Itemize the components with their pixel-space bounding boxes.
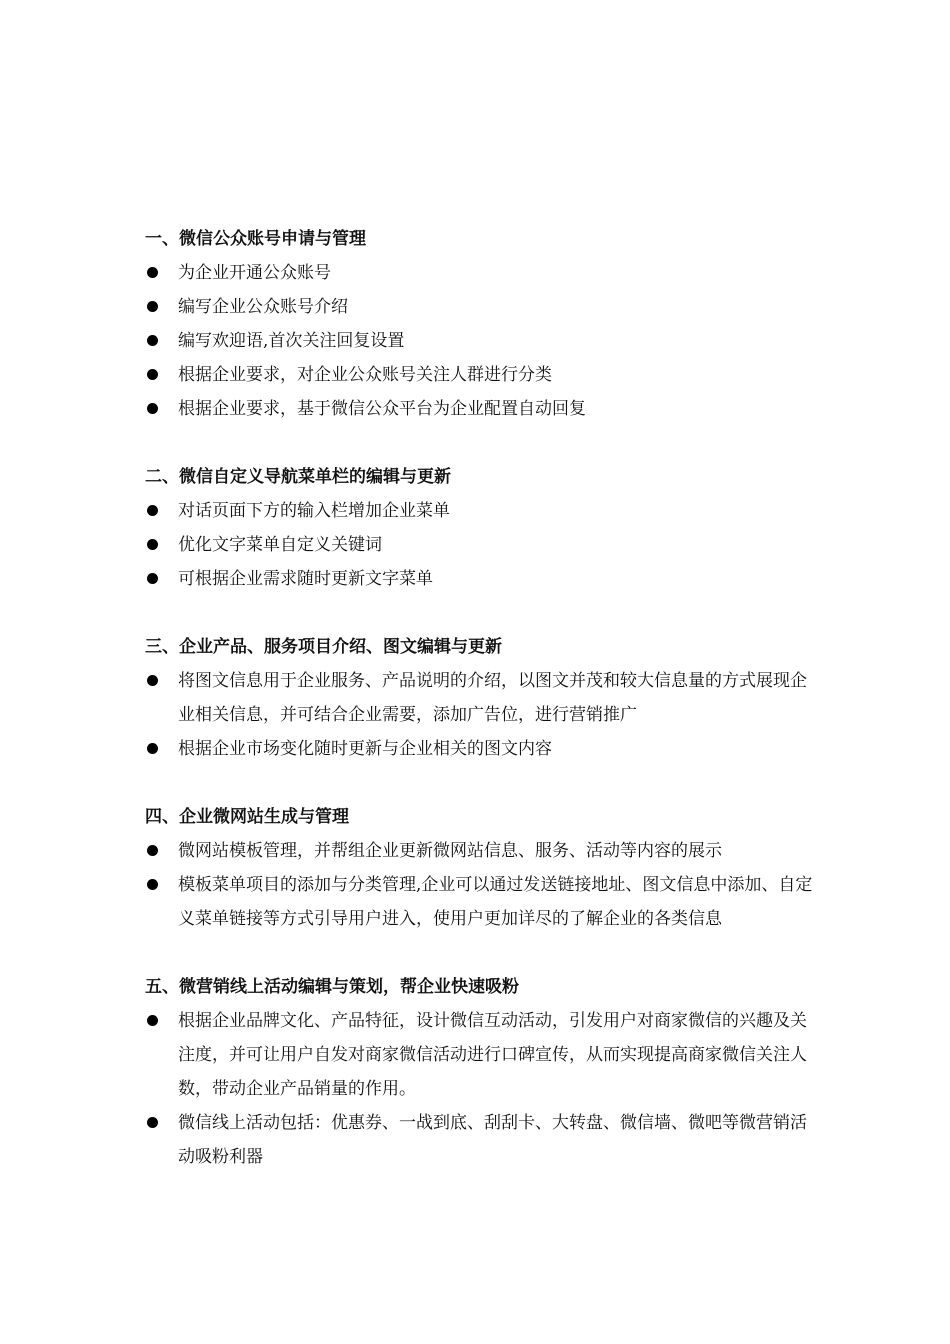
bullet-icon	[147, 675, 158, 686]
section-title: 三、企业产品、服务项目介绍、图文编辑与更新	[145, 637, 502, 657]
bullet-list	[145, 1004, 815, 1174]
bullet-icon	[147, 267, 158, 278]
list-item-text: 微网站模板管理，并帮组企业更新微网站信息、服务、活动等内容的展示	[178, 841, 722, 861]
list-item	[145, 494, 815, 528]
bullet-icon	[147, 539, 158, 550]
bullet-icon	[147, 301, 158, 312]
list-item-text: 根据企业要求，基于微信公众平台为企业配置自动回复	[178, 399, 586, 419]
list-item	[145, 1004, 815, 1106]
section-account-management	[145, 222, 815, 426]
section-title: 一、微信公众账号申请与管理	[145, 229, 366, 249]
bullet-icon	[147, 743, 158, 754]
list-item-text: 根据企业品牌文化、产品特征，设计微信互动活动，引发用户对商家微信的兴趣及关注度，并可让用户自发对商家微信活动进行口碑宣传，从而实现提高商家微信关注人数，带动企业产品销量的作用。	[178, 1011, 807, 1099]
list-item-text: 优化文字菜单自定义关键词	[178, 535, 382, 555]
bullet-icon	[147, 1015, 158, 1026]
bullet-list	[145, 494, 815, 596]
list-item	[145, 1106, 815, 1174]
bullet-icon	[147, 1117, 158, 1128]
section-custom-menu	[145, 460, 815, 596]
list-item	[145, 562, 815, 596]
list-item-text: 对话页面下方的输入栏增加企业菜单	[178, 501, 450, 521]
list-item-text: 根据企业要求，对企业公众账号关注人群进行分类	[178, 365, 552, 385]
bullet-icon	[147, 845, 158, 856]
bullet-icon	[147, 335, 158, 346]
section-online-campaign	[145, 970, 815, 1174]
bullet-list	[145, 256, 815, 426]
list-item-text: 将图文信息用于企业服务、产品说明的介绍，以图文并茂和较大信息量的方式展现企业相关信息，并可结合企业需要，添加广告位，进行营销推广	[178, 671, 807, 725]
bullet-list	[145, 664, 815, 766]
list-item	[145, 528, 815, 562]
list-item-text: 微信线上活动包括：优惠券、一战到底、刮刮卡、大转盘、微信墙、微吧等微营销活动吸粉利器	[178, 1113, 807, 1167]
section-micro-site	[145, 800, 815, 936]
list-item	[145, 358, 815, 392]
list-item	[145, 256, 815, 290]
list-item-text: 根据企业市场变化随时更新与企业相关的图文内容	[178, 739, 552, 759]
list-item-text: 模板菜单项目的添加与分类管理,企业可以通过发送链接地址、图文信息中添加、自定义菜单链接等方式引导用户进入，使用户更加详尽的了解企业的各类信息	[178, 875, 813, 929]
list-item	[145, 868, 815, 936]
bullet-list	[145, 834, 815, 936]
section-title: 二、微信自定义导航菜单栏的编辑与更新	[145, 467, 451, 487]
list-item	[145, 834, 815, 868]
list-item	[145, 324, 815, 358]
bullet-icon	[147, 505, 158, 516]
section-title: 四、企业微网站生成与管理	[145, 807, 349, 827]
list-item	[145, 732, 815, 766]
list-item	[145, 392, 815, 426]
list-item	[145, 664, 815, 732]
document-body	[145, 222, 815, 1208]
bullet-icon	[147, 879, 158, 890]
section-product-intro	[145, 630, 815, 766]
bullet-icon	[147, 369, 158, 380]
list-item-text: 可根据企业需求随时更新文字菜单	[178, 569, 433, 589]
list-item	[145, 290, 815, 324]
list-item-text: 为企业开通公众账号	[178, 263, 331, 283]
list-item-text: 编写企业公众账号介绍	[178, 297, 348, 317]
bullet-icon	[147, 403, 158, 414]
bullet-icon	[147, 573, 158, 584]
section-title: 五、微营销线上活动编辑与策划，帮企业快速吸粉	[145, 977, 519, 997]
list-item-text: 编写欢迎语,首次关注回复设置	[178, 331, 405, 351]
